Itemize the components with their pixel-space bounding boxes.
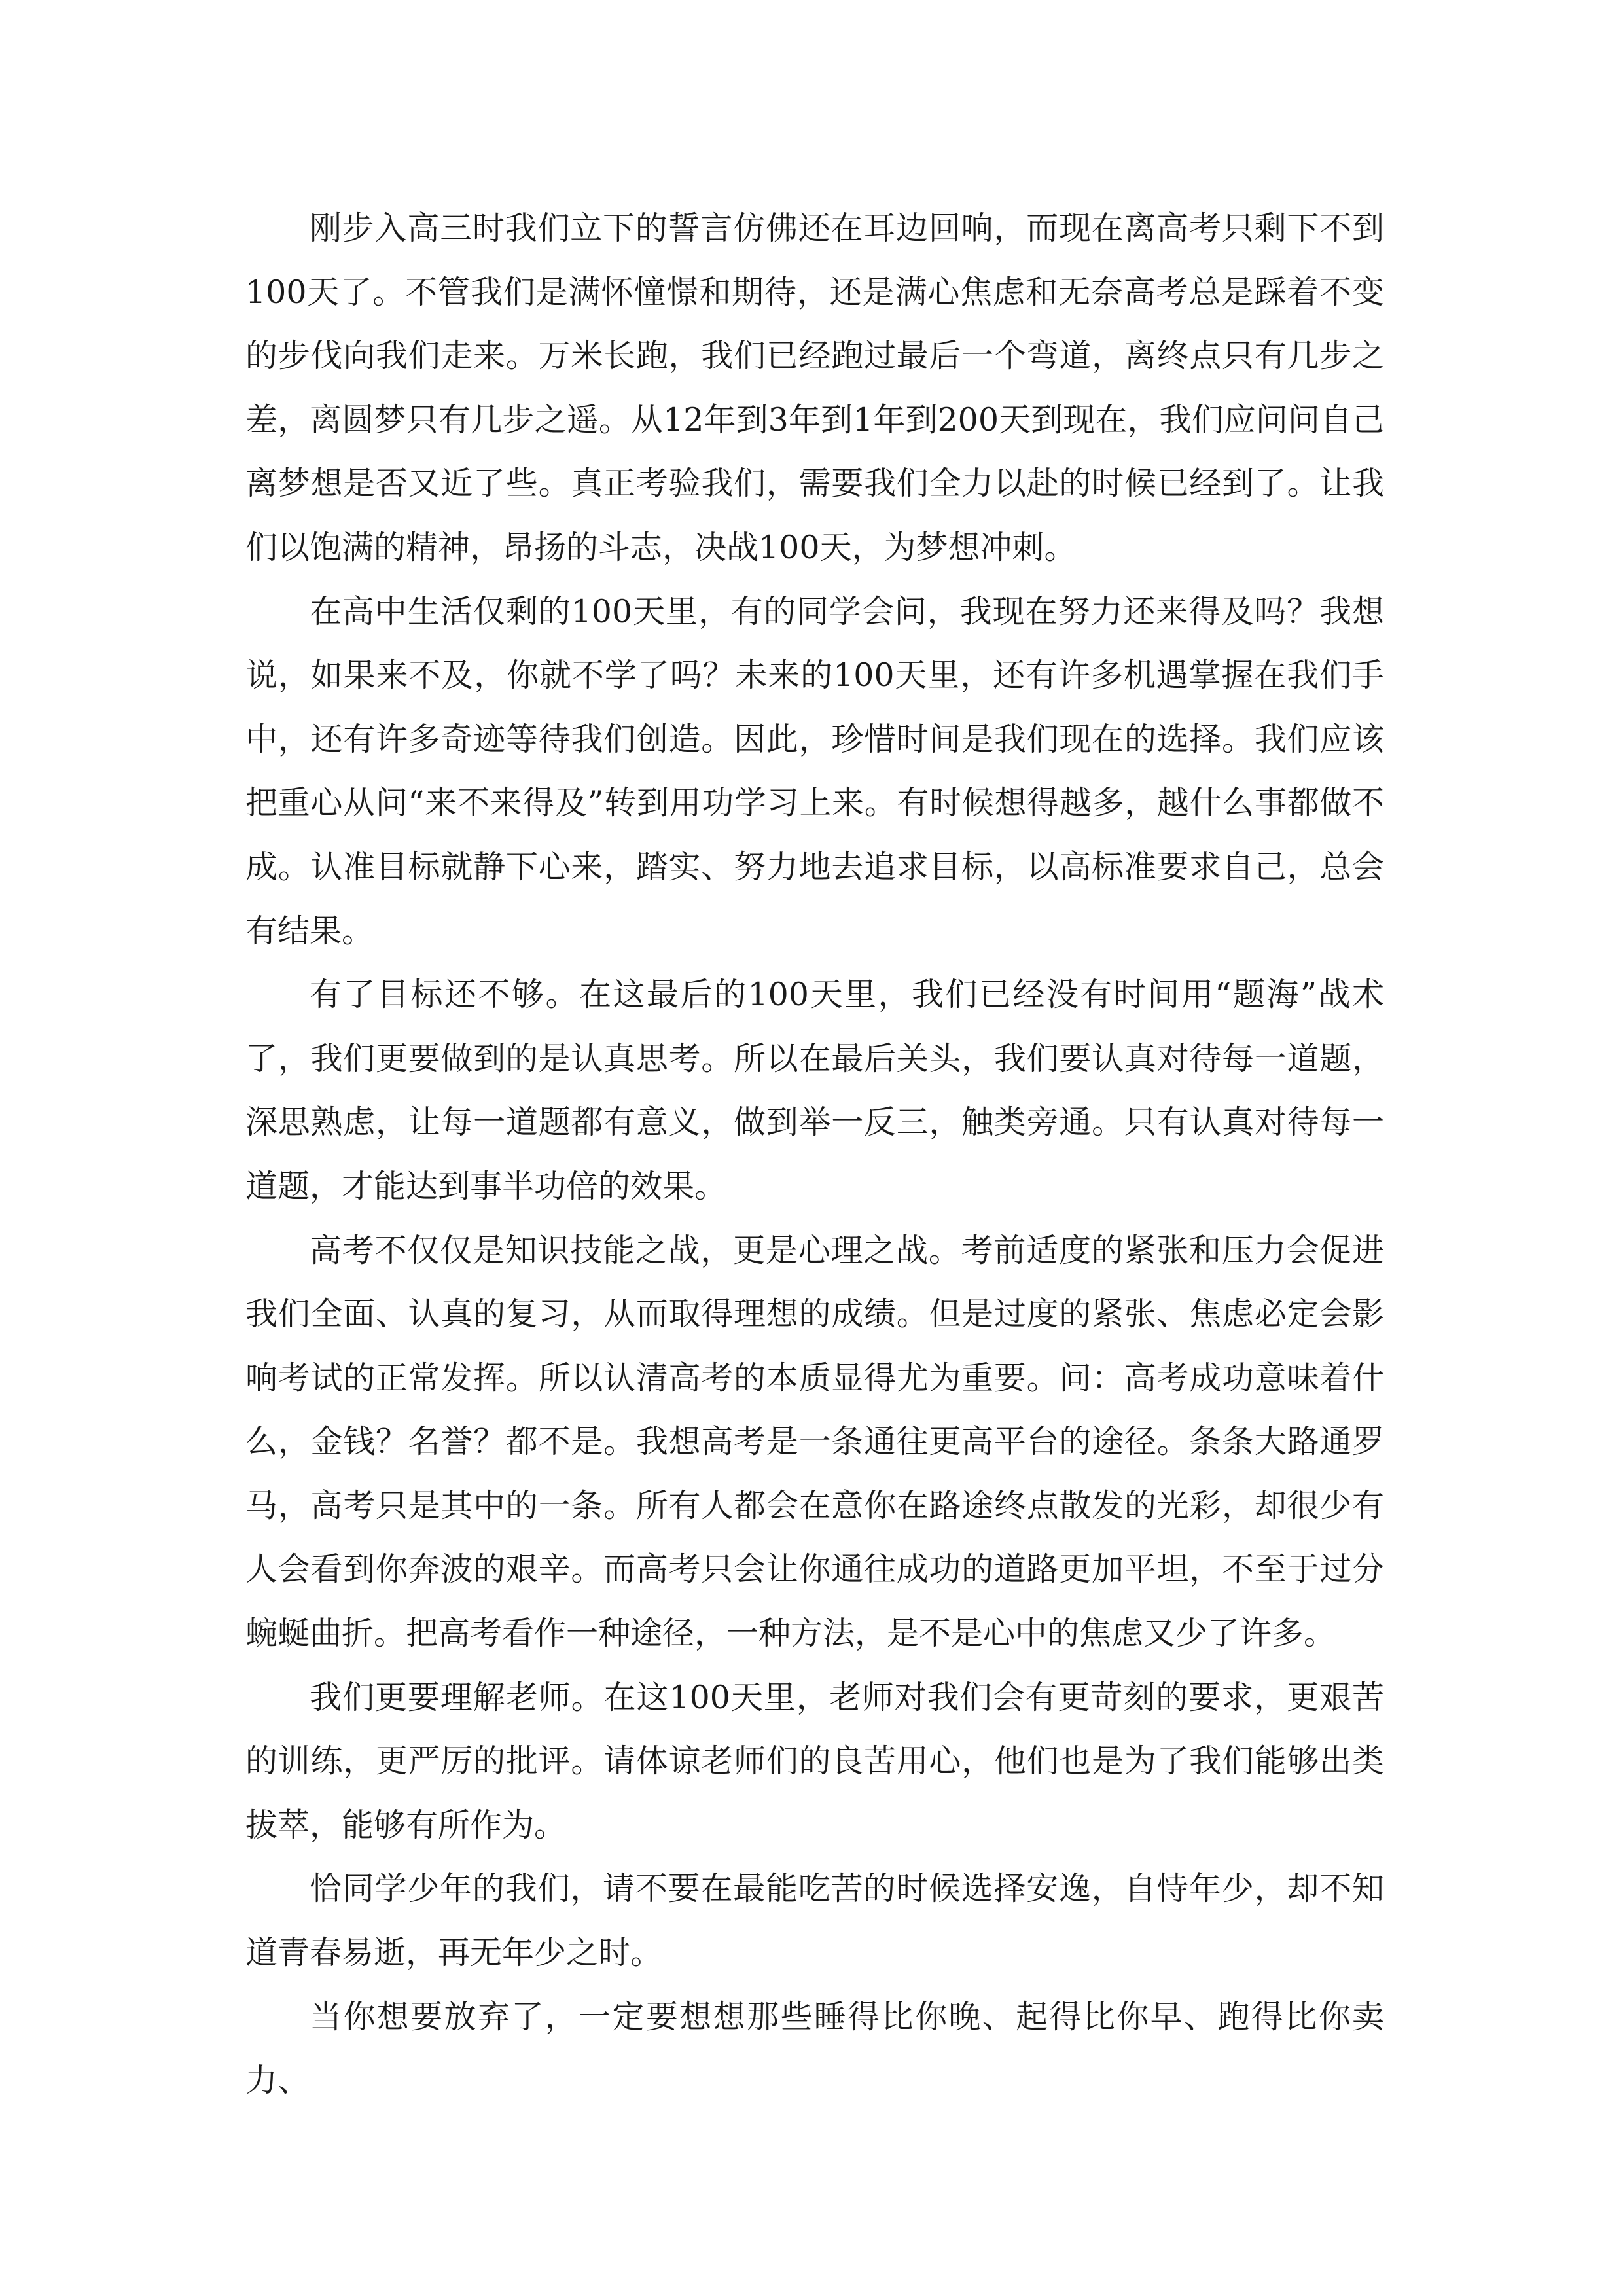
- paragraph-5: 我们更要理解老师。在这100天里，老师对我们会有更苛刻的要求，更艰苦的训练，更严厉的批评。请体谅老师们的良苦用心，他们也是为了我们能够出类拔萃，能够有所作为。: [245, 1678, 1384, 1844]
- paragraph-1: 刚步入高三时我们立下的誓言仿佛还在耳边回响，而现在离高考只剩下不到100天了。不管我们是满怀憧憬和期待，还是满心焦虑和无奈高考总是踩着不变的步伐向我们走来。万米长跑，我们已经跑过最后一个弯道，离终点只有几步之差，离圆梦只有几步之遥。从12年到3年到1年到200天到现在，我们应问问自己离梦想是否又近了些。真正考验我们，需要我们全力以赴的时候已经到了。让我们以饱满的精神，昂扬的斗志，决战100天，为梦想冲刺。: [245, 209, 1384, 566]
- paragraph-3: 有了目标还不够。在这最后的100天里，我们已经没有时间用“题海”战术了，我们更要做到的是认真思考。所以在最后关头，我们要认真对待每一道题，深思熟虑，让每一道题都有意义，做到举一反三，触类旁通。只有认真对待每一道题，才能达到事半功倍的效果。: [245, 976, 1384, 1205]
- document-body: [245, 196, 1384, 2113]
- paragraph-6: 恰同学少年的我们，请不要在最能吃苦的时候选择安逸，自恃年少，却不知道青春易逝，再无年少之时。: [245, 1870, 1384, 1972]
- paragraph-2: 在高中生活仅剩的100天里，有的同学会问，我现在努力还来得及吗？我想说，如果来不及，你就不学了吗？未来的100天里，还有许多机遇掌握在我们手中，还有许多奇迹等待我们创造。因此，珍惜时间是我们现在的选择。我们应该把重心从问“来不来得及”转到用功学习上来。有时候想得越多，越什么事都做不成。认准目标就静下心来，踏实、努力地去追求目标，以高标准要求自己，总会有结果。: [245, 592, 1384, 950]
- paragraph-4: 高考不仅仅是知识技能之战，更是心理之战。考前适度的紧张和压力会促进我们全面、认真的复习，从而取得理想的成绩。但是过度的紧张、焦虑必定会影响考试的正常发挥。所以认清高考的本质显得尤为重要。问：高考成功意味着什么，金钱？名誉？都不是。我想高考是一条通往更高平台的途径。条条大路通罗马，高考只是其中的一条。所有人都会在意你在路途终点散发的光彩，却很少有人会看到你奔波的艰辛。而高考只会让你通往成功的道路更加平坦，不至于过分蜿蜒曲折。把高考看作一种途径，一种方法，是不是心中的焦虑又少了许多。: [245, 1231, 1384, 1653]
- paragraph-7: 当你想要放弃了，一定要想想那些睡得比你晚、起得比你早、跑得比你卖力、: [245, 1998, 1384, 2100]
